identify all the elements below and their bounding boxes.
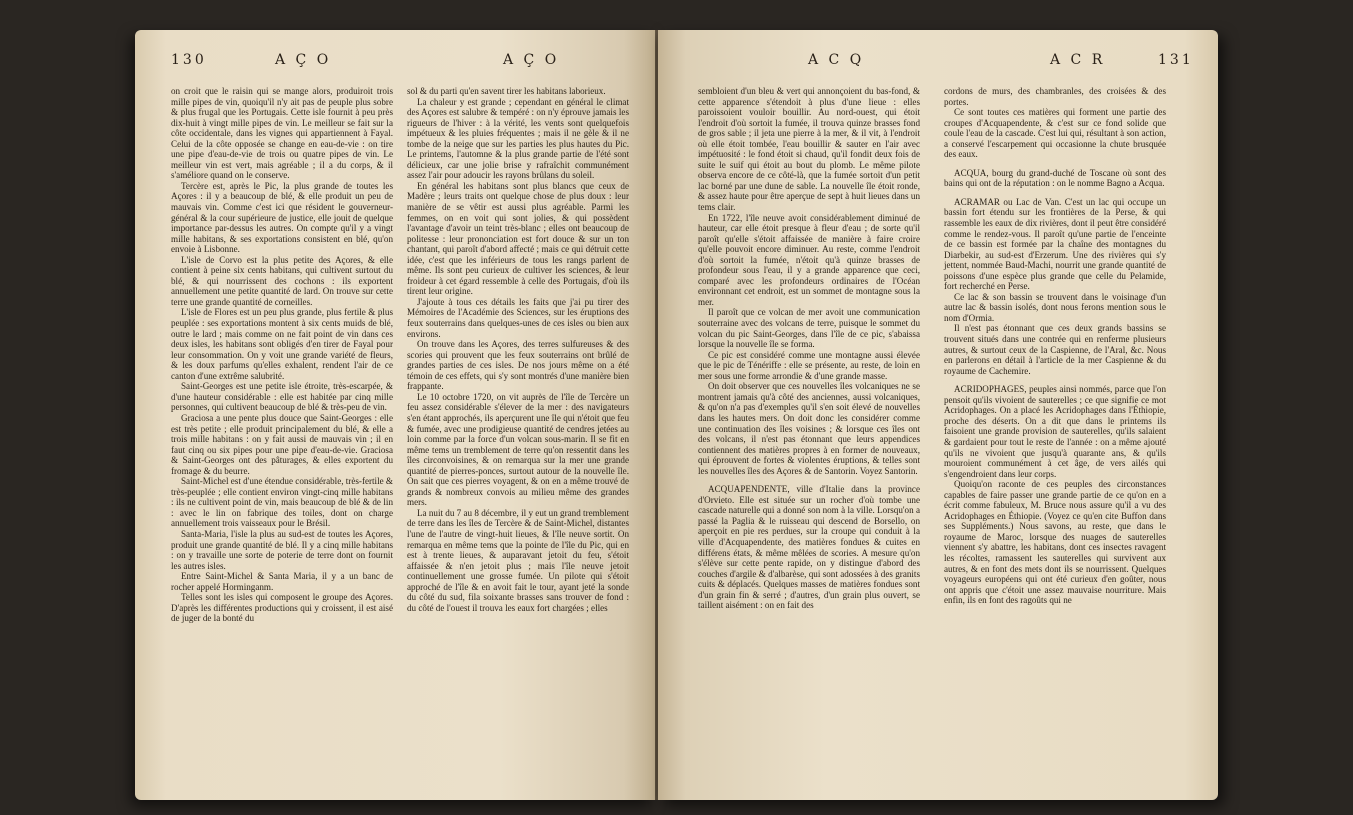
paragraph: Tercère est, après le Pic, la plus grande de toutes les Açores : il y a beaucoup de blé, & elle produit un peu de mauvais vin. Comme c'est ici que résident le gouverneur-général & la cour supérieure de justice, elle jouit de quelque importance par-dessus les autres. On compte qu'il y a vingt mille habitans, & ses exportations consistent en blé, qu'on envoie à Lisbonne. <box>171 180 393 255</box>
right-running-head-1: A C Q <box>808 52 865 68</box>
paragraph: Saint-Georges est une petite isle étroite, très-escarpée, & d'une hauteur considérable : elle est habitée par cinq mille personnes, qui cultivent beaucoup de blé & très-peu de vin. <box>171 381 393 413</box>
paragraph: cordons de murs, des chambranles, des croisées & des portes. <box>944 86 1166 107</box>
paragraph: Saint-Michel est d'une étendue considérable, très-fertile & très-peuplée ; elle contient environ vingt-cinq mille habitans : ils ne cultivent point de vin, mais beaucoup de blé & de lin : avec le lin on fabrique des toiles, dont on charge annuellement trois vaisseaux pour le Brésil. <box>171 476 393 529</box>
paragraph: En 1722, l'île neuve avoit considérablement diminué de hauteur, car elle étoit presque à fleur d'eau ; de sorte qu'il paroît qu'elle s'étoit affaissée de manière à faire croire qu'elle pouvoit encore diminuer. Au reste, comme l'endroit d'où sortoit la fumée, n'étoit qu'à quinze brasses de profondeur sous l'eau, il y a grande apparence que ceci, comparé avec les profondeurs ordinaires de l'Océan environnant cet endroit, est un sommet de montagne sous la mer. <box>698 212 920 307</box>
paragraph: L'isle de Flores est un peu plus grande, plus fertile & plus peuplée : ses exportations montent à six cents muids de blé, outre le lard ; mais comme on ne fait point de vin dans ces deux isles, les habitans sont obligés d'en tirer de Fayal pour leur consommation. On y voit une grande variété de fleurs, & les doux parfums qu'elles exhalent, rendent l'air de ce canton d'une extrême salubrité. <box>171 307 393 381</box>
paragraph: J'ajoute à tous ces détails les faits que j'ai pu tirer des Mémoires de l'Académie des Sciences, sur les éruptions des feux souterrains dans quelques-unes de ces isles ou bien aux environs. <box>407 296 629 339</box>
paragraph: La nuit du 7 au 8 décembre, il y eut un grand tremblement de terre dans les îles de Tercère & de Saint-Michel, distantes l'une de l'autre de vingt-huit lieues, & l'île neuve sortit. On remarqua en même tems que la pointe de l'île du Pic, qui en est à trente lieues, & auparavant jetoit du feu, s'étoit affaissée & n'en jetoit plus ; mais l'île neuve jetoit continuellement une grosse fumée. Un pilote qui s'étoit approché de l'île & en avoit fait le tour, ayant jeté la sonde du côté du sud, fila soixante brasses sans trouver de fond : du côté de l'ouest il trouva les eaux fort chargées ; elles <box>407 507 629 613</box>
right-column-2 <box>944 86 1166 606</box>
paragraph: Il n'est pas étonnant que ces deux grands bassins se trouvent situés dans une contrée qui en renferme plusieurs autres, & surtout ceux de la Caspienne, de l'Aral, &c. Nous en parlerons en détail à l'article de la mer Caspienne & du royaume de Cachemire. <box>944 323 1166 376</box>
paragraph: Graciosa a une pente plus douce que Saint-Georges : elle est très petite ; elle produit principalement du blé, & elle a trois mille habitans : on y fait aussi de mauvais vin ; il en faut cinq ou six pipes pour une pipe d'eau-de-vie. Graciosa & Saint-Georges ont des pâturages, & elles exportent du fromage & du beurre. <box>171 412 393 476</box>
paragraph: On trouve dans les Açores, des terres sulfureuses & des scories qui prouvent que les feux souterrains ont brûlé de grandes parties de ces isles. De nos jours même on a été témoin de ces effets, qui s'y sont montrés d'une manière bien frappante. <box>407 339 629 392</box>
left-running-head-2: A Ç O <box>503 52 560 68</box>
entry-acramar: ACRAMAR ou Lac de Van. C'est un lac qui occupe un bassin fort étendu sur les frontières de la Perse, & qui rassemble les eaux de dix rivières, dont il peut être considéré comme le rendez-vous. Il paroît qu'une partie de l'enceinte de ce bassin est formée par la chaîne des montagnes du Diarbekir, au sud-est d'Erzerum. Une des rivières qui s'y jettent, nommée Baud-Machi, nourrit une grande quantité de poissons d'une espèce plus grande que celle du Pelamide, fort recherché en Perse. <box>944 196 1166 292</box>
paragraph: Santa-Maria, l'isle la plus au sud-est de toutes les Açores, produit une grande quantité de blé. Il y a cinq mille habitans : on y travaille une sorte de poterie de terre dont on fournit les autres isles. <box>171 528 393 571</box>
paragraph: La chaleur y est grande ; cependant en général le climat des Açores est salubre & tempéré : on n'y éprouve jamais les rigueurs de l'hiver : à la vérité, les vents sont quelquefois impétueux & les pluies fréquentes ; mais il ne gèle & il ne tombe de la neige que sur les parties les plus hautes du Pic. Le printems, l'automne & la plus grande partie de l'été sont délicieux, car une jolie brise y rafraîchit communément assez l'air pour adoucir les rayons brûlans du soleil. <box>407 96 629 181</box>
left-page <box>135 30 655 800</box>
paragraph: Telles sont les isles qui composent le groupe des Açores. D'après les différentes productions qui y croissent, il est aisé de juger de la bonté du <box>171 592 393 624</box>
paragraph: On doit observer que ces nouvelles îles volcaniques ne se montrent jamais qu'à côté des anciennes, aussi volcaniques, & qu'on n'a pas d'exemples qu'il s'en soit élevé de nouvelles dans les hautes mers. On doit donc les considérer comme une continuation des îles voisines ; & lorsque ces îles ont des volcans, il n'est pas étonnant que leurs appendices contiennent des matières propres à en former de nouveaux, qui éprouvent de fortes & violentes éruptions, & telles sont les nouvelles îles des Açores & de Santorin. Voyez Santorin. <box>698 381 920 476</box>
entry-acquapendente: ACQUAPENDENTE, ville d'Italie dans la province d'Orvieto. Elle est située sur un rocher d'où tombe une cascade naturelle qui a donné son nom à la ville. Lorsqu'on a passé la Paglia & le ruisseau qui descend de Borsello, on aperçoit en pie res perdues, sur la croupe qui conduit à la ville d'Acquapendente, des matières fondues & cuites en différens états, & même mêlées de scories. A mesure qu'on s'élève sur cette pente rapide, on y distingue d'abord des couches d'argile & d'albarèse, qui sont adossées à des granits cuits & déplacés. Quelques masses de matières fondues sont d'un grain fin & serré ; d'autres, d'un grain plus ouvert, se taillent aisément : on en fait des <box>698 484 920 611</box>
right-page <box>658 30 1218 800</box>
paragraph: Entre Saint-Michel & Santa Maria, il y a un banc de rocher appelé Horminganm. <box>171 571 393 592</box>
right-column-1 <box>698 86 920 611</box>
paragraph: Ce pic est considéré comme une montagne aussi élevée que le pic de Ténériffe : elle se présente, au reste, de loin en mer sous une forme arrondie & d'une grande masse. <box>698 349 920 381</box>
left-column-2 <box>407 86 629 613</box>
right-running-head-2: A C R <box>1050 52 1106 68</box>
paragraph: sembloient d'un bleu & vert qui annonçoient du bas-fond, & cette apparence s'étendoit à plus d'une lieue : elles paroissoient vouloir bouillir. Au nord-ouest, qui étoit l'endroit d'où sortoit la fumée, il trouva quinze brasses fond de gros sable ; il jeta une pierre à la mer, & il vit, à l'endroit où elle étoit tombée, l'eau bouillir & sauter en l'air avec impétuosité : le fond étoit si chaud, qu'il fondit deux fois de suite le suif qui étoit au bout du plomb. Le même pilote observa encore de ce côté-là, que la fumée sortoit d'un petit lac borné par une dune de sable. La nouvelle île étoit ronde, & assez haute pour être aperçue de sept à huit lieues dans un tems clair. <box>698 86 920 213</box>
paragraph: Ce sont toutes ces matières qui forment une partie des croupes d'Acquapendente, & c'est sur ce fond solide que coule l'eau de la cascade. C'est lui qui, résultant à son action, a conservé l'escarpement qui occasionne la chute brusquée des eaux. <box>944 107 1166 160</box>
paragraph: sol & du parti qu'en savent tirer les habitans laborieux. <box>407 86 606 96</box>
paragraph: on croit que le raisin qui se mange alors, produiroit trois mille pipes de vin, quoiqu'il n'y ait pas de peuple plus sobre & plus frugal que les Portugais. Cette isle fournit à peu près dix-huit à vingt mille pipes de vin. Le meilleur se fait sur la côte occidentale, dans les vignes qui appartiennent à Fayal. Celui de la côte opposée se change en eau-de-vie : on tire une pipe d'eau-de-vie de trois ou quatre pipes de vin. Le meilleur vin est vert, mais agréable ; il a du corps, & il s'améliore quand on le conserve. <box>171 86 393 181</box>
paragraph: En général les habitans sont plus blancs que ceux de Madère ; leurs traits ont quelque chose de plus doux : leur manière de se vêtir est aussi plus agréable. Parmi les femmes, on en voit qui sont jolies, & qui possèdent l'avantage d'avoir un teint très-blanc ; elles ont beaucoup de politesse : leur prononciation est fort douce & sur un ton chantant, qui paroît d'abord affecté ; mais ce qui détruit cette idée, c'est que les inférieurs de tous les rangs parlent de même. Ils sont peu curieux de cultiver les sciences, & leur froideur à cet égard ressemble à celle des Portugais, d'où ils tirent leur origine. <box>407 180 629 297</box>
left-page-number: 130 <box>171 52 207 68</box>
paragraph: Le 10 octobre 1720, on vit auprès de l'île de Tercère un feu assez considérable s'élever de la mer : des navigateurs s'en étant approchés, ils aperçurent une île qui n'étoit que feu & fumée, avec une prodigieuse quantité de cendres jetées au loin comme par la force d'un volcan sous-marin. Il se fit en même tems un tremblement de terre qu'on ressentit dans les îles circonvoisines, & on remarqua sur la mer une grande quantité de pierres-ponces, surtout autour de la nouvelle île. On sait que ces pierres voyagent, & on en a même trouvé de grands & nombreux convois au milieu même des grandes mers. <box>407 391 629 508</box>
paragraph: Il paroît que ce volcan de mer avoit une communication souterraine avec des volcans de terre, puisque le sommet du volcan du pic Saint-Georges, dans l'île de ce pic, s'abaissa lorsque la nouvelle île se forma. <box>698 307 920 350</box>
right-page-number: 131 <box>1158 52 1194 68</box>
entry-acridophages: ACRIDOPHAGES, peuples ainsi nommés, parce que l'on pensoit qu'ils vivoient de sauterelles ; ce que signifie ce mot Acridophages. On a placé les Acridophages dans l'Éthiopie, proche des déserts. On a dit que dans le printems ils faisoient une grande provision de sauterelles, qu'ils salaient & gardaient pour tout le reste de l'année : on a même ajouté qu'ils ne vivoient que jusqu'à quarante ans, & qu'ils mouroient communément à cet âge, de vers ailés qui s'engendroient dans leur corps. <box>944 384 1166 479</box>
left-running-head-1: A Ç O <box>275 52 332 68</box>
paragraph: L'isle de Corvo est la plus petite des Açores, & elle contient à peine six cents habitans, qui cultivent surtout du blé, & qui nourrissent des cochons : ils exportent annuellement une petite quantité de lard. On trouve sur cette terre une grande quantité de corneilles. <box>171 254 393 307</box>
paragraph: Ce lac & son bassin se trouvent dans le voisinage d'un autre lac & bassin isolés, dont nous ferons mention sous le nom d'Ormia. <box>944 291 1166 323</box>
left-page-header <box>135 52 655 76</box>
left-column-1 <box>171 86 393 624</box>
paragraph: Quoiqu'on raconte de ces peuples des circonstances capables de faire passer une grande partie de ce qu'on en a écrit comme fabuleux, M. Bruce nous assure qu'il a vu des Acridophages en Éthiopie. (Voyez ce qu'en cite Buffon dans ses Suppléments.) Nous savons, au reste, que dans le royaume de Maroc, lorsque des nuages de sauterelles viennent s'y abattre, les habitans, dont ces insectes ravagent les récoltes, ramassent les sauterelles qui survivent aux autres, & en font des mets dont ils se nourrissent. Quelques voyageurs européens qui ont été curieux d'en goûter, nous ont appris que c'étoit une assez mauvaise nourriture. Mais enfin, ils en font des ragoûts qui ne <box>944 479 1166 606</box>
entry-acqua: ACQUA, bourg du grand-duché de Toscane où sont des bains qui ont de la réputation : on le nomme Bagno a Acqua. <box>944 167 1166 189</box>
right-page-header <box>658 52 1218 76</box>
